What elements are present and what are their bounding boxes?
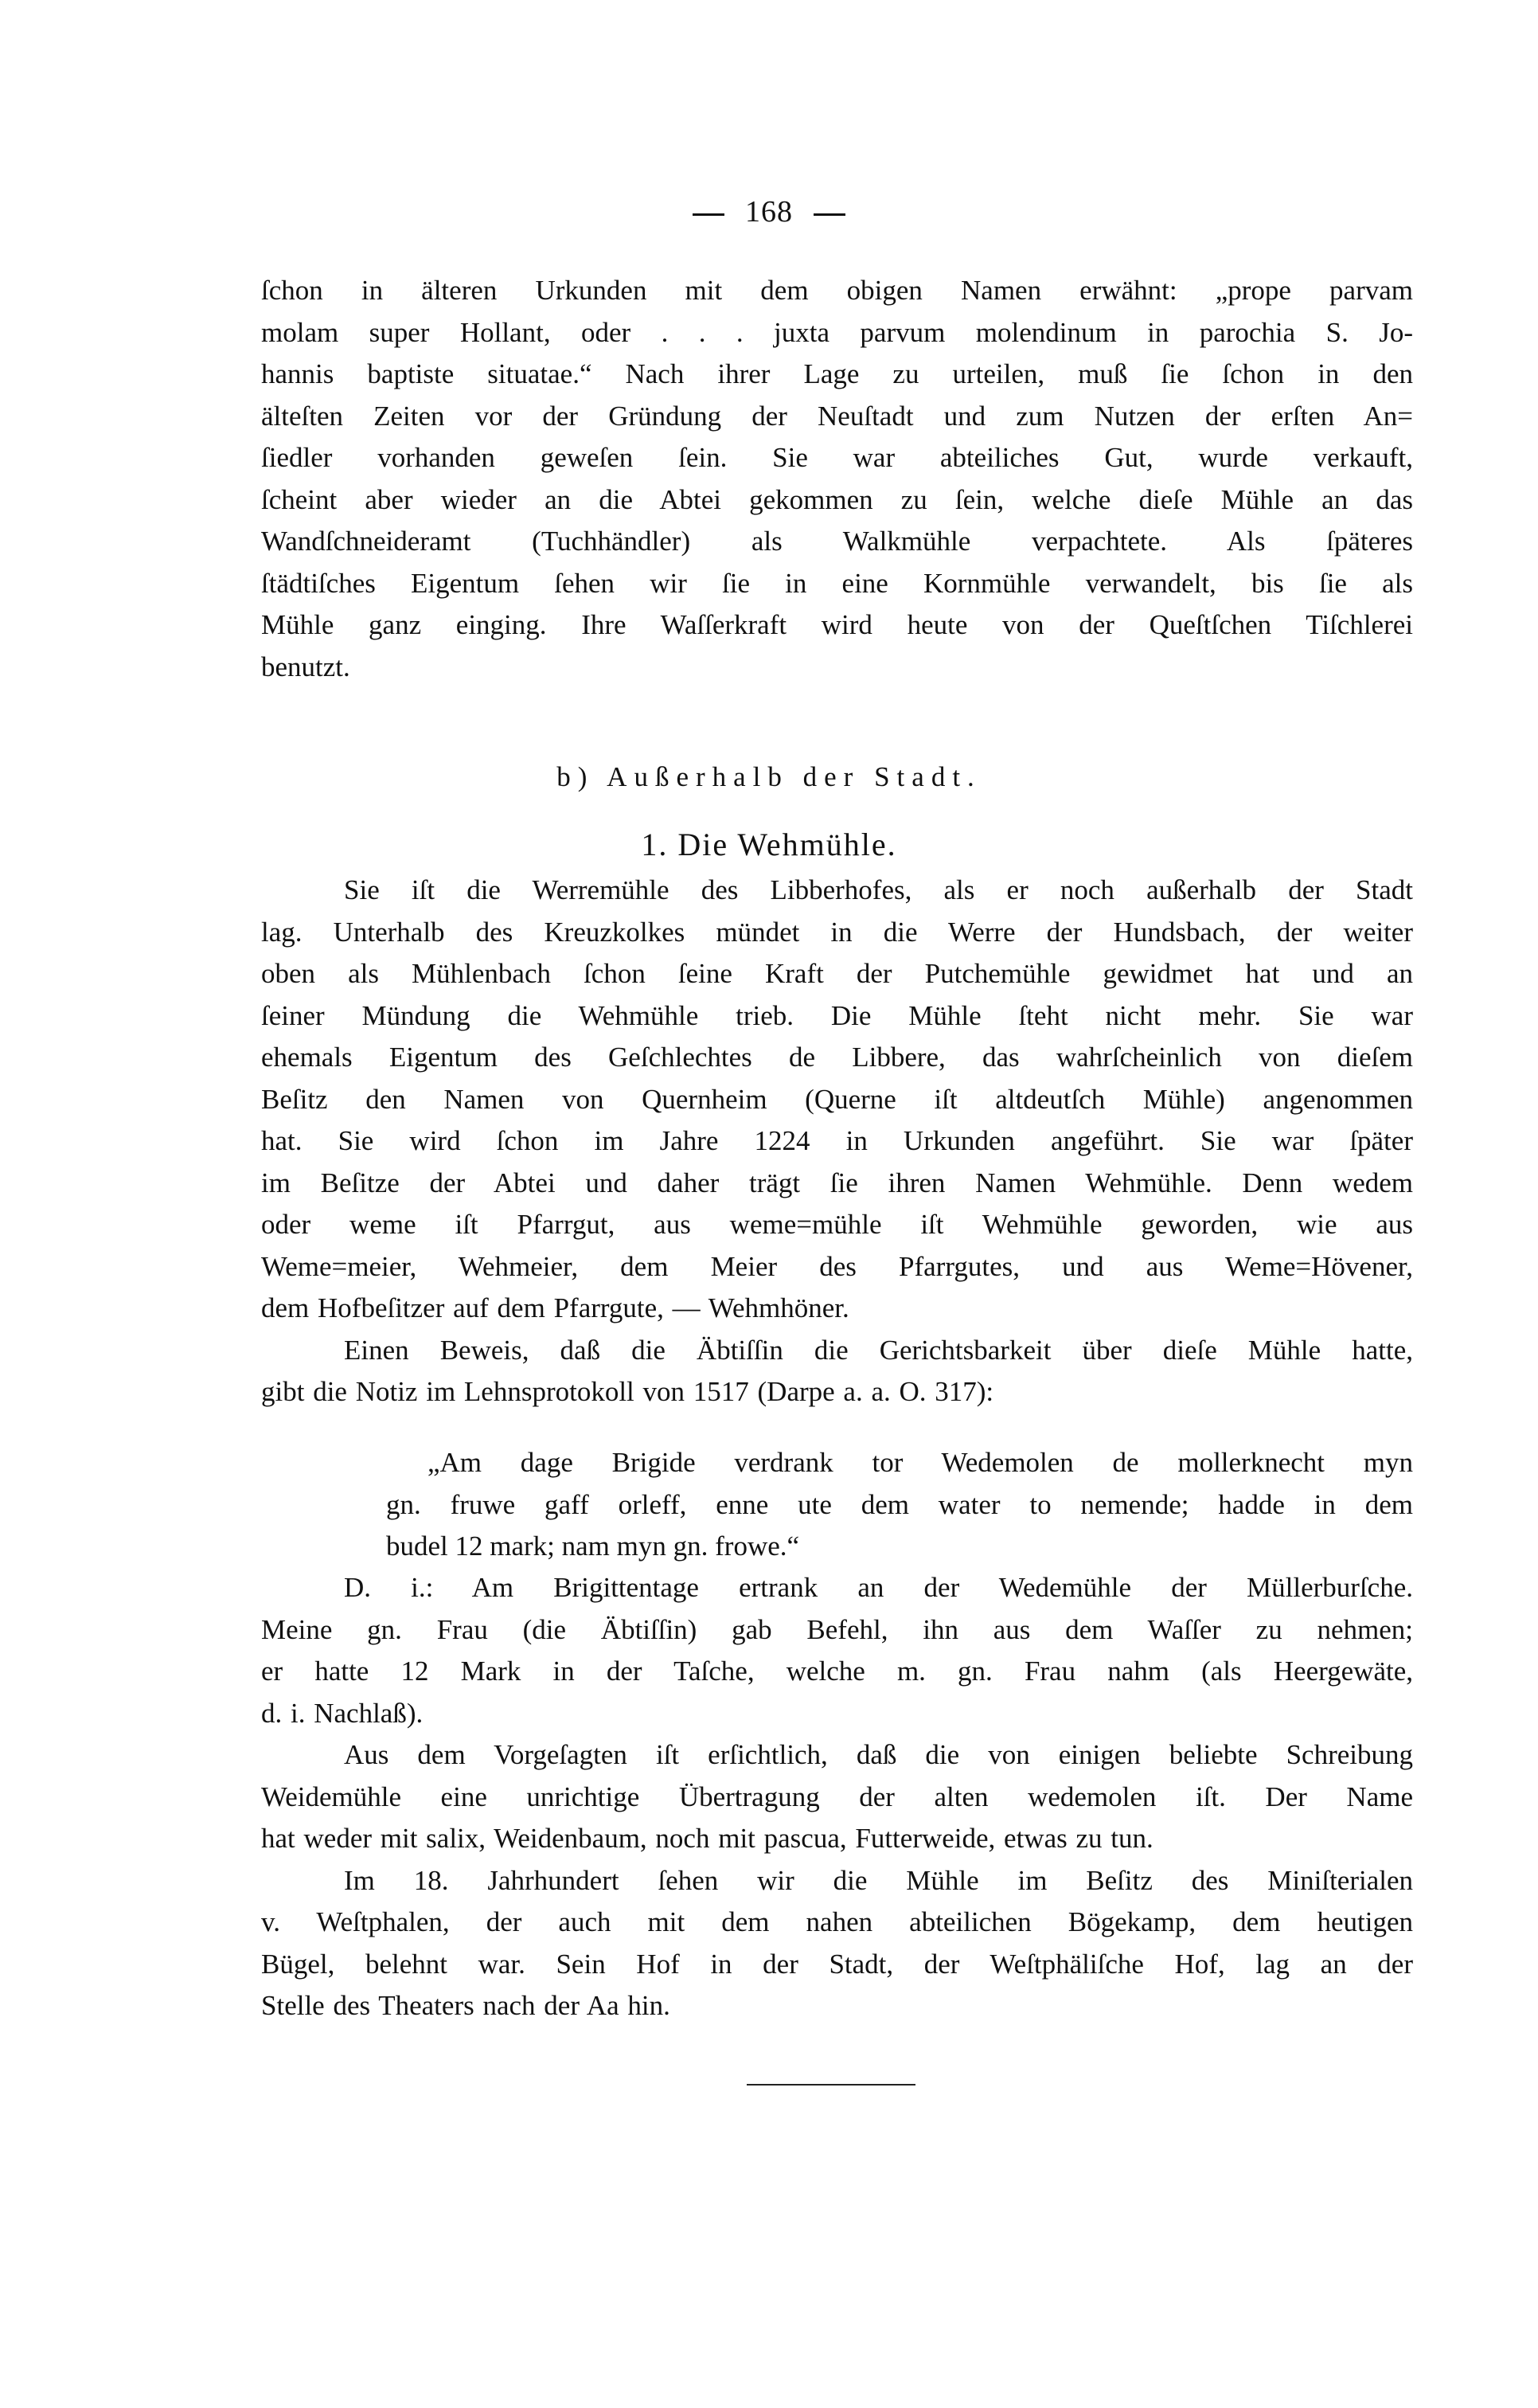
block-quote [386,1442,1413,1568]
text-line: Bügel, belehnt war. Sein Hof in der Stadt, der Weſtphäliſche Hof, lag an der [261,1948,1413,1980]
text-line: ſtädtiſches Eigentum ſehen wir ſie in eine Kornmühle verwandelt, bis ſie als [261,567,1413,599]
section-heading: b) Außerhalb der Stadt. [556,761,982,792]
text-line: dem Hofbeſitzer auf dem Pfarrgute, — Wehmhöner. [261,1292,849,1323]
text-line: oben als Mühlenbach ſchon ſeine Kraft der Putchemühle gewidmet hat und an [261,958,1413,989]
page-number-dash-right [814,213,845,216]
text-line: oder weme iſt Pfarrgut, aus weme=mühle iſt Wehmühle geworden, wie aus [261,1209,1413,1240]
text-line: Weidemühle eine unrichtige Übertragung der alten wedemolen iſt. Der Name [261,1781,1413,1812]
text-line: ehemals Eigentum des Geſchlechtes de Libbere, das wahrſcheinlich von dieſem [261,1042,1413,1073]
text-line: Im 18. Jahrhundert ſehen wir die Mühle im Beſitz des Miniſterialen [344,1864,1413,1896]
text-line: ſcheint aber wieder an die Abtei gekommen zu ſein, welche dieſe Mühle an das [261,483,1413,515]
paragraph-translation [261,1567,1413,2027]
quote-line: gn. fruwe gaff orleff, enne ute dem water to nemende; hadde in dem [386,1488,1413,1520]
text-line: Wandſchneideramt (Tuchhändler) als Walkmühle verpachtete. Als ſpäteres [261,526,1413,557]
text-line: Stelle des Theaters nach der Aa hin. [261,1990,670,2021]
text-line: älteſten Zeiten vor der Gründung der Neuſtadt und zum Nutzen der erſten An= [261,400,1413,432]
text-line: Weme=meier, Wehmeier, dem Meier des Pfarrgutes, und aus Weme=Hövener, [261,1250,1413,1282]
text-line: hat weder mit salix, Weidenbaum, noch mit pascua, Futterweide, etwas zu tun. [261,1823,1154,1854]
text-line: Beſitz den Namen von Quernheim (Querne iſt altdeutſch Mühle) angenommen [261,1083,1413,1115]
text-line: D. i.: Am Brigittentage ertrank an der Wedemühle der Müllerburſche. [344,1572,1413,1603]
quote-line: budel 12 mark; nam myn gn. frowe.“ [386,1530,800,1562]
end-rule-divider [747,2084,915,2086]
text-line: Aus dem Vorgeſagten iſt erſichtlich, daß die von einigen beliebte Schreibung [344,1739,1413,1770]
text-line: ſeiner Mündung die Wehmühle trieb. Die Mühle ſteht nicht mehr. Sie war [261,999,1413,1031]
text-line: Meine gn. Frau (die Äbtiſſin) gab Befehl, ihn aus dem Waſſer zu nehmen; [261,1613,1413,1645]
page-number [0,194,1538,229]
text-line: ſiedler vorhanden geweſen ſein. Sie war abteiliches Gut, wurde verkauft, [261,442,1413,473]
text-line: hannis baptiste situatae.“ Nach ihrer Lage zu urteilen, muß ſie ſchon in den [261,358,1413,389]
text-line: hat. Sie wird ſchon im Jahre 1224 in Urkunden angeführt. Sie war ſpäter [261,1125,1413,1156]
page-number-value: 168 [745,195,793,229]
subsection-heading: 1. Die Wehmühle. [641,827,897,862]
text-line: molam super Hollant, oder . . . juxta parvum molendinum in parochia S. Jo- [261,316,1413,348]
text-line: er hatte 12 Mark in der Taſche, welche m. gn. Frau nahm (als Heergewäte, [261,1656,1413,1687]
quote-line: „Am dage Brigide verdrank tor Wedemolen de mollerknecht myn [427,1447,1413,1478]
text-line: v. Weſtphalen, der auch mit dem nahen abteilichen Bögekamp, dem heutigen [261,1906,1413,1937]
text-line: Sie iſt die Werremühle des Libberhofes, als er noch außerhalb der Stadt [344,874,1413,905]
text-line: Einen Beweis, daß die Äbtiſſin die Gerichtsbarkeit über dieſe Mühle hatte, [344,1334,1413,1366]
text-line: lag. Unterhalb des Kreuzkolkes mündet in die Werre der Hundsbach, der weiter [261,916,1413,948]
text-line: benutzt. [261,651,350,682]
text-line: gibt die Notiz im Lehnsprotokoll von 1517 (Darpe a. a. O. 317): [261,1376,994,1407]
text-line: ſchon in älteren Urkunden mit dem obigen Namen erwähnt: „prope parvam [261,275,1413,306]
text-line: Mühle ganz einging. Ihre Waſſerkraft wird heute von der Queſtſchen Tiſchlerei [261,609,1413,640]
text-line: im Beſitze der Abtei und daher trägt ſie ihren Namen Wehmühle. Denn wedem [261,1167,1413,1198]
text-line: d. i. Nachlaß). [261,1697,424,1729]
paragraph-continued [261,270,1413,688]
paragraph-wehmuehle [261,870,1413,1413]
page-number-dash-left [693,213,724,216]
